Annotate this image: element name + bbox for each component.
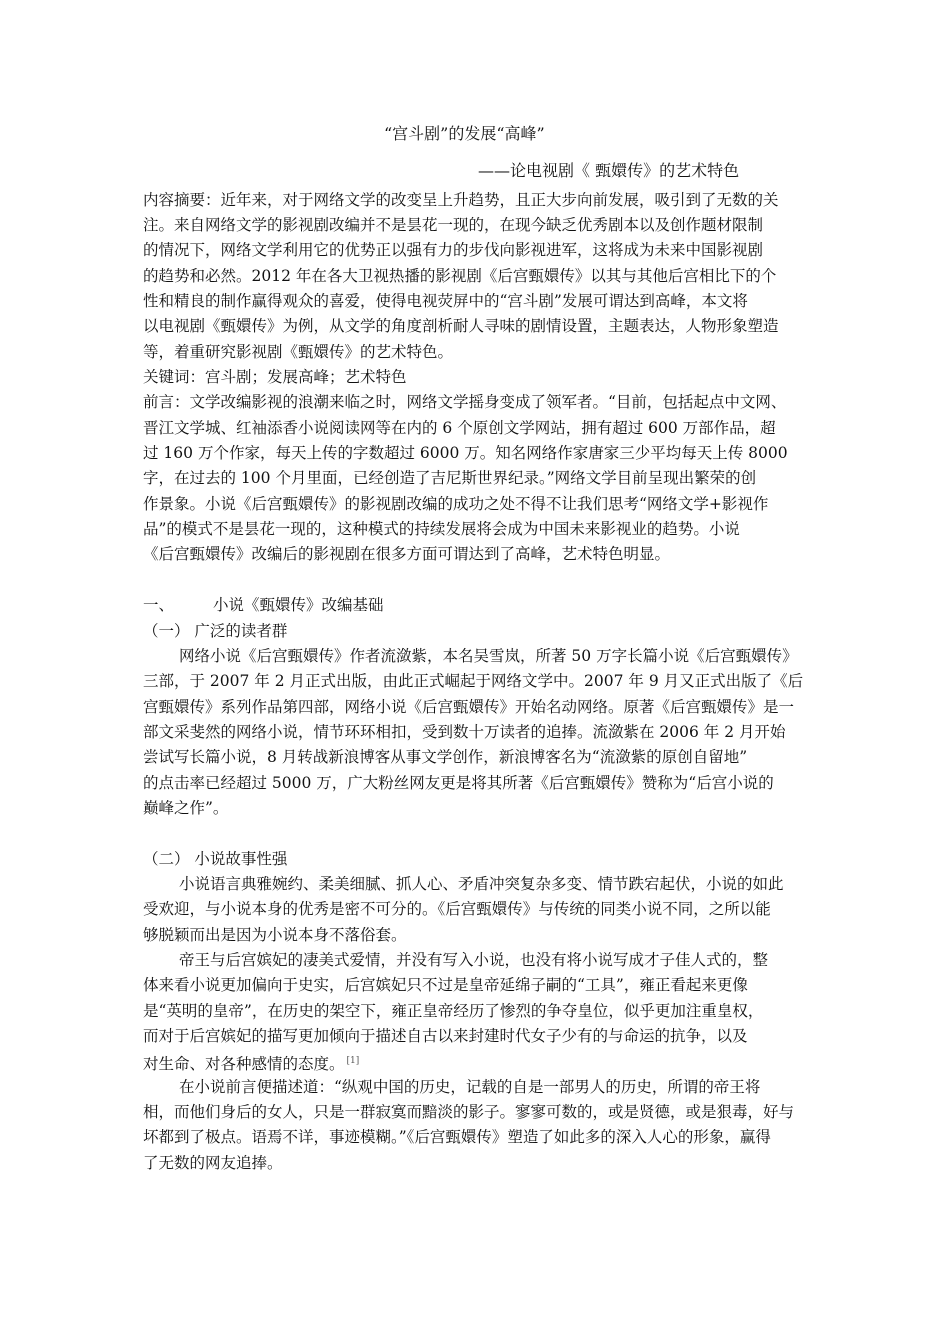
abstract-line: 的情况下，网络文学利用它的优势正以强有力的步伐向影视进军，这将成为未来中国影视剧 [143,241,764,259]
body-line: 受欢迎，与小说本身的优秀是密不可分的。《后宫甄嬛传》与传统的同类小说不同，之所以能 [143,900,771,918]
subsection-heading: （一） 广泛的读者群 [143,622,288,640]
preface-line: 《后宫甄嬛传》改编后的影视剧在很多方面可谓达到了高峰，艺术特色明显。 [143,545,671,563]
section-title: 小说《甄嬛传》改编基础 [213,596,384,614]
preface-line: 作景象。小说《后宫甄嬛传》的影视剧改编的成功之处不得不让我们思考“网络文学+影视作 [143,495,769,513]
abstract-line: 的趋势和必然。2012 年在各大卫视热播的影视剧《后宫甄嬛传》以其与其他后宫相比下的个 [143,267,777,285]
abstract-line: 注。来自网络文学的影视剧改编并不是昙花一现的，在现今缺乏优秀剧本以及创作题材限制 [143,216,764,234]
body-line [143,1051,359,1074]
body-line: 体来看小说更加偏向于史实，后宫嫔妃只不过是皇帝延绵子嗣的“工具”，雍正看起来更像 [143,976,748,994]
body-line: 帝王与后宫嫔妃的凄美式爱情，并没有写入小说，也没有将小说写成才子佳人式的，整 [179,951,769,969]
preface-line: 晋江文学城、红袖添香小说阅读网等在内的 6 个原创文学网站，拥有超过 600 万部作品，超 [143,419,776,437]
body-line: 够脱颖而出是因为小说本身不落俗套。 [143,926,407,944]
section-heading [143,595,384,615]
keywords-line: 关键词：宫斗剧；发展高峰；艺术特色 [143,368,407,386]
body-line: 相，而他们身后的女人，只是一群寂寞而黯淡的影子。寥寥可数的，或是贤德，或是狠毒，好与 [143,1103,795,1121]
body-line: 在小说前言便描述道：“纵观中国的历史，记载的自是一部男人的历史，所谓的帝王将 [179,1078,761,1096]
body-line: 是“英明的皇帝”，在历史的架空下，雍正皇帝经历了惨烈的争夺皇位，似乎更加注重皇权， [143,1002,764,1020]
preface-line: 前言：文学改编影视的浪潮来临之时，网络文学摇身变成了领军者。“目前，包括起点中文网、 [143,393,787,411]
abstract-line: 以电视剧《甄嬛传》为例，从文学的角度剖析耐人寻味的剧情设置，主题表达，人物形象塑造 [143,317,779,335]
body-line: 部文采斐然的网络小说，情节环环相扣，受到数十万读者的追捧。流潋紫在 2006 年 2 月开始 [143,723,786,741]
body-line: 了无数的网友追捧。 [143,1154,283,1172]
body-line: 小说语言典雅婉约、柔美细腻、抓人心、矛盾冲突复杂多变、情节跌宕起伏，小说的如此 [179,875,784,893]
body-line: 宫甄嬛传》系列作品第四部，网络小说《后宫甄嬛传》开始名动网络。原著《后宫甄嬛传》是一 [143,698,795,716]
preface-line: 过 160 万个作家，每天上传的字数超过 6000 万。知名网络作家唐家三少平均每天上传 8000 [143,444,788,462]
body-line: 网络小说《后宫甄嬛传》作者流潋紫，本名吴雪岚，所著 50 万字长篇小说《后宫甄嬛传》 [179,647,798,665]
preface-line: 品”的模式不是昙花一现的，这种模式的持续发展将会成为中国未来影视业的趋势。小说 [143,520,740,538]
abstract-line: 性和精良的制作赢得观众的喜爱，使得电视荧屏中的“宫斗剧”发展可谓达到高峰，本文将 [143,292,748,310]
document-subtitle: ——论电视剧《 甄嬛传》的艺术特色 [478,161,740,180]
body-line: 而对于后宫嫔妃的描写更加倾向于描述自古以来封建时代女子少有的与命运的抗争，以及 [143,1027,748,1045]
body-text: 对生命、对各种感情的态度。 [143,1055,345,1074]
document-title: “宫斗剧”的发展“高峰” [384,124,545,143]
body-line: 三部，于 2007 年 2 月正式出版，由此正式崛起于网络文学中。2007 年 9 月又正式出版了《后 [143,672,804,690]
body-line: 尝试写长篇小说，8 月转战新浪博客从事文学创作，新浪博客名为“流潋紫的原创自留地” [143,748,748,766]
body-line: 坏都到了极点。语焉不详，事迹模糊。”《后宫甄嬛传》塑造了如此多的深入人心的形象，赢得 [143,1128,771,1146]
subsection-heading: （二） 小说故事性强 [143,850,288,868]
body-line: 巅峰之作”。 [143,799,229,817]
abstract-line: 内容摘要：近年来，对于网络文学的改变呈上升趋势，且正大步向前发展，吸引到了无数的关 [143,191,779,209]
preface-line: 字，在过去的 100 个月里面，已经创造了吉尼斯世界纪录。”网络文学目前呈现出繁荣的创 [143,469,757,487]
footnote-ref[interactable]: [1] [346,1056,360,1066]
abstract-line: 等，着重研究影视剧《甄嬛传》的艺术特色。 [143,343,454,361]
section-number: 一、 [143,596,175,614]
body-line: 的点击率已经超过 5000 万，广大粉丝网友更是将其所著《后宫甄嬛传》赞称为“后宫小说的 [143,774,774,792]
